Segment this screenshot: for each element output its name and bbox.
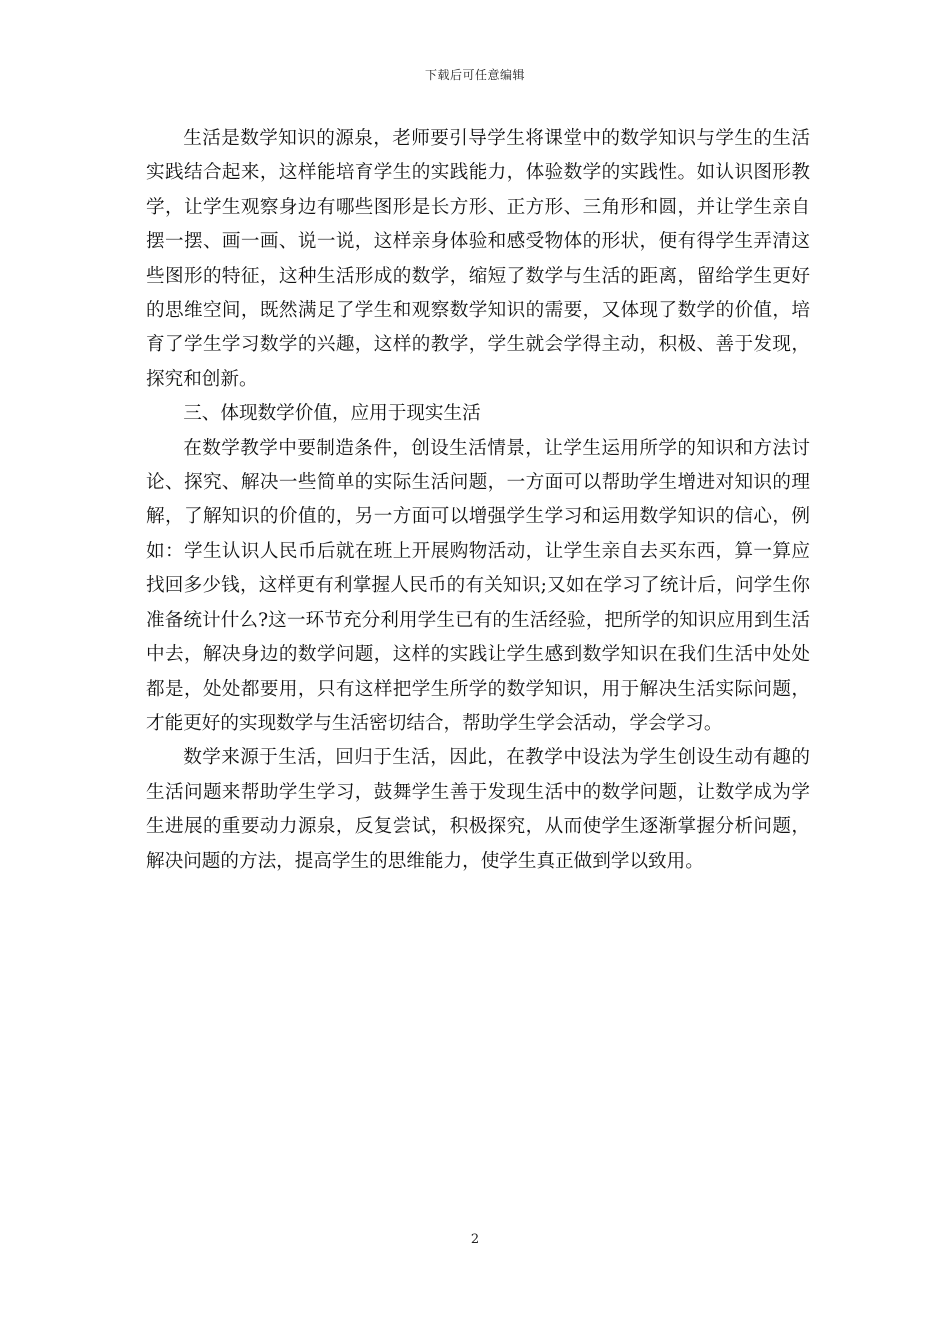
paragraph-life-source: 生活是数学知识的源泉，老师要引导学生将课堂中的数学知识与学生的生活实践结合起来，这样能培育学生的实践能力，体验数学的实践性。如认识图形教学，让学生观察身边有哪些图形是长方形、正方形、三角形和圆，并让学生亲自摆一摆、画一画、说一说，这样亲身体验和感受物体的形状，便有得学生弄清这些图形的特征，这种生活形成的数学，缩短了数学与生活的距离，留给学生更好的思维空间，既然满足了学生和观察数学知识的需要，又体现了数学的价值，培育了学生学习数学的兴趣，这样的教学，学生就会学得主动，积极、善于发现，探究和创新。 xyxy=(146,128,810,390)
paragraph-create-conditions: 在数学教学中要制造条件，创设生活情景，让学生运用所学的知识和方法讨论、探究、解决一些简单的实际生活问题，一方面可以帮助学生增进对知识的理解，了解知识的价值的，另一方面可以增强学生学习和运用数学知识的信心，例如：学生认识人民币后就在班上开展购物活动，让学生亲自去买东西，算一算应找回多少钱，这样更有利掌握人民币的有关知识;又如在学习了统计后，问学生你准备统计什么?这一环节充分利用学生已有的生活经验，把所学的知识应用到生活中去，解决身边的数学问题，这样的实践让学生感到数学知识在我们生活中处处都是，处处都要用，只有这样把学生所学的数学知识，用于解决生活实际问题，才能更好的实现数学与生活密切结合，帮助学生学会活动，学会学习。 xyxy=(146,437,810,734)
document-body xyxy=(146,122,810,879)
paragraph-conclusion: 数学来源于生活，回归于生活，因此，在教学中设法为学生创设生动有趣的生活问题来帮助学生学习，鼓舞学生善于发现生活中的数学问题，让数学成为学生进展的重要动力源泉，反复尝试，积极探究，从而使学生逐渐掌握分析问题，解决问题的方法，提高学生的思维能力，使学生真正做到学以致用。 xyxy=(146,747,810,872)
header-note: 下载后可任意编辑 xyxy=(424,68,525,82)
section-heading-3: 三、体现数学价值，应用于现实生活 xyxy=(183,403,481,425)
page-number: 2 xyxy=(470,1232,480,1247)
